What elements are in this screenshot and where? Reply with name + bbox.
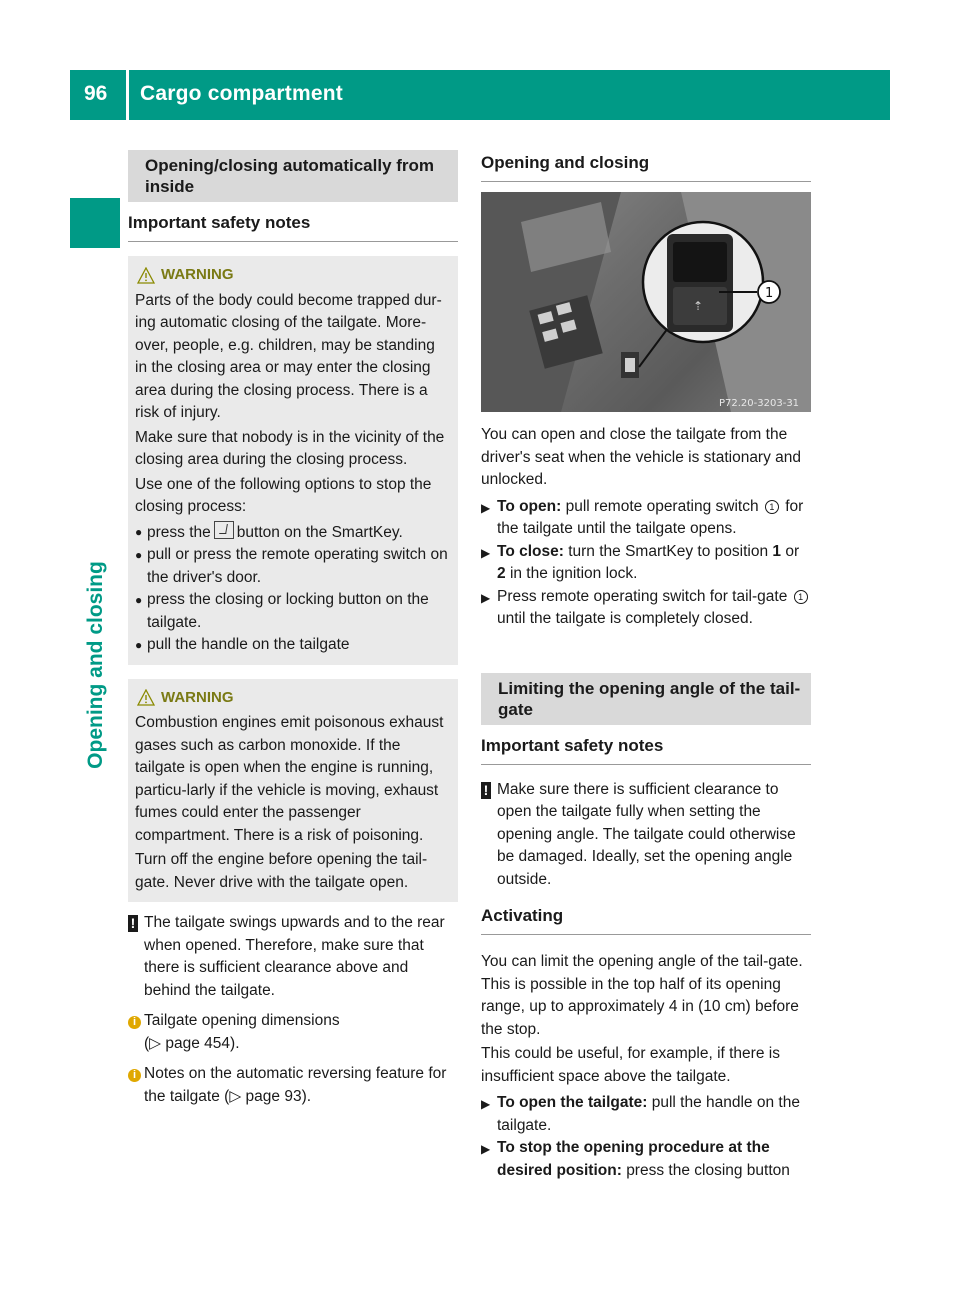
bullet-icon: ● [135,524,143,539]
subheading-opening-closing: Opening and closing [481,152,811,182]
list-item [135,521,451,545]
subheading-activating: Activating [481,905,811,935]
step-text: in the ignition lock. [509,565,638,582]
step-label: To open the tailgate: [497,1094,648,1111]
warning-label: WARNING [161,266,234,283]
info-icon: i [128,1016,141,1029]
bullet-icon: ● [135,593,143,607]
arrow-right-icon: ▶ [481,500,491,515]
door-panel-illustration [481,192,811,412]
arrow-right-icon: ▶ [481,545,491,560]
subheading-safety: Important safety notes [481,735,811,765]
instruction-step [481,496,811,541]
arrow-right-icon: ▶ [481,1142,491,1156]
list-item [135,544,451,589]
caution-text: The tailgate swings upwards and to the rear when opened. Therefore, make sure that there is sufficient clearance above and behind the tailgate. [144,914,445,999]
warning-box-trapped [128,256,458,665]
step-text: until the tailgate is completely closed. [497,610,753,627]
svg-text:⇡: ⇡ [693,299,704,313]
list-item [135,634,451,657]
warning-text: Combustion engines emit poisonous exhaust gases such as carbon monoxide. If the tailgate is open when the engine is running, particu-larly if the vehicle is moving, exhaust fumes could enter the passenger compartment. There is a risk of poisoning. [135,714,444,844]
info-text: Tailgate opening dimensions [144,1012,340,1029]
warning-label: WARNING [161,688,234,706]
exclamation-icon: ! [128,915,138,932]
section-heading-opening-angle: Limiting the opening angle of the tail-gate [481,673,811,725]
caution-text: Make sure there is sufficient clearance to open the tailgate fully when setting the opening angle. The tailgate could otherwise be damaged. Ideally, set the opening angle outside. [497,780,796,888]
instruction-step [481,541,811,586]
page-number: 96 [84,82,108,105]
side-chapter-text: Opening and closing [84,561,107,769]
body-text: This could be useful, for example, if there is insufficient space above the tailgate. [481,1045,780,1085]
arrow-right-icon: ▶ [481,590,491,605]
page-reference-link[interactable]: (▷ page 454). [144,1034,240,1052]
step-label: To open: [497,497,562,515]
bullet-text: press the [147,523,211,541]
warning-text: Make sure that nobody is in the vicinity of the closing area during the closing process. [135,428,445,468]
header-divider [126,70,129,120]
instruction-step [481,1137,811,1182]
step-text: press the closing button [626,1161,790,1179]
step-label: To close: [497,542,564,560]
callout-ref-icon: 1 [794,590,808,604]
intro-text: You can open and close the tailgate from the driver's seat when the vehicle is stationary and unlocked. [481,426,802,488]
step-text: for the tailgate until the tailgate opens. [497,497,804,537]
info-icon: i [128,1069,141,1082]
step-text: turn the SmartKey to position [568,542,769,560]
side-tab [70,198,120,248]
warning-text: Parts of the body could become trapped dur-ing automatic closing of the tailgate. More-over, people, e.g. children, may be standing in the closing area or may enter the closing area during the closing process. There is a risk of injury. [135,291,442,421]
callout-ref-icon: 1 [765,500,779,514]
page-reference-link[interactable]: ▷ page 93). [229,1087,312,1105]
warning-box-exhaust [128,679,458,903]
step-text: Press remote operating switch for tail-gate [497,587,788,605]
exclamation-icon: ! [481,782,491,799]
bullet-text: button on the SmartKey. [236,523,403,541]
door-switch-photo [481,192,811,412]
step-label: To stop the opening procedure at the desired position: [497,1139,770,1179]
step-text: pull remote operating switch [565,497,759,515]
bullet-text: press the closing or locking button on the tailgate. [147,591,429,631]
body-text: You can limit the opening angle of the tail-gate. This is possible in the top half of its opening range, up to approximately 4 in (10 cm) before the stop. [481,953,803,1038]
bullet-icon: ● [135,638,143,652]
caution-note [481,779,811,892]
bullet-icon: ● [135,548,143,562]
instruction-step [481,1092,811,1137]
side-chapter-label [84,545,108,785]
position-value: 1 [772,542,782,560]
header-bar [70,70,890,120]
position-value: 2 [497,565,506,582]
right-column [481,150,811,1182]
caution-note [128,912,458,1002]
callout-number: 1 [765,286,774,301]
instruction-step [481,586,811,631]
bullet-text: pull the handle on the tailgate [147,636,350,653]
info-note [128,1063,458,1108]
header-title: Cargo compartment [140,82,343,105]
list-item [135,589,451,634]
arrow-right-icon: ▶ [481,1097,491,1111]
warning-title [135,687,451,710]
step-text: pull the handle on the tailgate. [497,1094,800,1134]
bullet-text: pull or press the remote operating switch on the driver's door. [147,546,448,586]
warning-triangle-icon [137,689,155,706]
warning-triangle-icon [137,267,155,284]
step-text: or [785,542,800,560]
warning-text: Turn off the engine before opening the tail-gate. Never drive with the tailgate open. [135,851,428,891]
warning-title [135,264,451,287]
info-text: Notes on the automatic reversing feature for the tailgate ( [144,1065,447,1105]
subheading-safety: Important safety notes [128,212,458,242]
warning-text: Use one of the following options to stop the closing process: [135,475,432,515]
photo-code: P72.20-3203-31 [719,398,800,409]
section-heading-auto-close: Opening/closing automatically from inside [128,150,458,202]
info-note [128,1010,458,1055]
tailgate-key-icon [214,521,234,539]
left-column [128,150,458,1108]
